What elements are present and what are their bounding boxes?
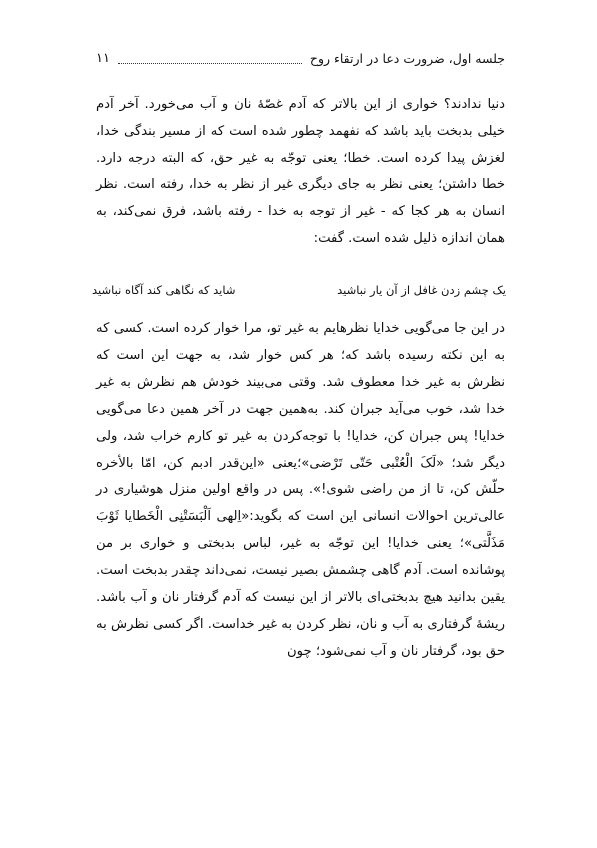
paragraph-1: دنیا ندادند؟ خواری از این بالاتر که آدم غصّۀ نان و آب می‌خورد. آخر آدم خیلی بدبخت باید باشد که نفهمد چطور شده است که از مسیر بندگی خدا، لغزش پیدا کرده است. خطا؛ یعنی توجّه به غیر حق، که البته درجه دارد. خطا داشتن؛ یعنی نظر به جای دیگری غیر از نظر به خدا، رفته است. نظر انسان به هر کجا که - غیر از توجه به خدا - رفته باشد، فرق نمی‌کند، به همان اندازه ذلیل شده است. گفت: — [96, 97, 505, 246]
verse-hemistich-right: یک چشم زدن غافل از آن یار نباشید — [337, 283, 506, 297]
verse-hemistich-left: شاید که نگاهی کند آگاه نباشید — [92, 283, 236, 297]
body-text-bottom — [96, 316, 505, 666]
leader-dots — [118, 53, 302, 64]
chapter-title: جلسه اول، ضرورت دعا در ارتقاء روح — [309, 50, 505, 66]
page-number: ۱۱ — [96, 50, 110, 66]
paragraph-2: در این جا می‌گویی خدایا نظرهایم به غیر تو، مرا خوار کرده است. کسی که به این نکته رسیده باشد که؛ هر کس خوار شد، به جهت این است که نظرش به غیر خدا معطوف شد. وقتی می‌بیند خودش هم نظرش به غیر خدا شد، خوب می‌آید جبران کند. به‌همین جهت در آخر همین دعا می‌گویی خدایا! پس جبران کن، خدایا! با توجه‌کردن به غیر تو کارم خراب شد، ولی دیگر شد؛ «لَکَ الْعُتْبى حَتّى تَرْضى»؛یعنی «این‌قدر ادبم کن، امّا بالأخره حلّش کن، تا از من راضی شوی!». پس در واقع اولین منزل هوشیاری در عالی‌ترین احوالات انسانی این است که بگوید:«اِلهی اَلْبَسَتْنِی الْخَطایا ثَوْبَ مَذَلَّتی»؛ یعنی خدایا! این توجّه به غیر، لباس بدبختی و خواری بر من پوشانده است. آدم گاهی چشمش بصیر نیست، نمی‌داند چقدر بدبخت است. یقین بدانید هیچ بدبختی‌ای بالاتر از این نیست که آدم گرفتار نان و آب باشد. ریشۀ گرفتاری به آب و نان، نظر کردن به غیر خداست. اگر کسی نظرش به حق بود، گرفتار نان و آب نمی‌شود؛ چون — [96, 321, 505, 659]
poem-verse — [92, 280, 506, 300]
body-text-top — [96, 92, 505, 253]
running-header — [96, 46, 505, 70]
